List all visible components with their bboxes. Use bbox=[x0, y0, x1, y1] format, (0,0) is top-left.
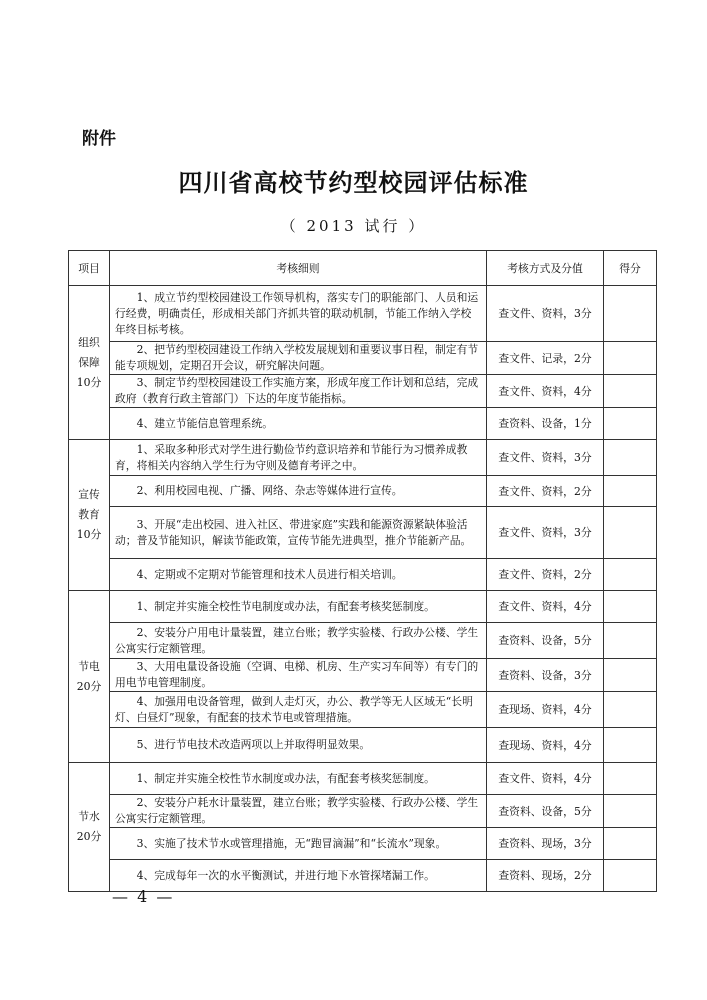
score-cell[interactable] bbox=[604, 860, 657, 892]
category-cell bbox=[69, 286, 110, 440]
category-cell bbox=[69, 763, 110, 892]
category-name-part: 20分 bbox=[76, 830, 102, 843]
category-name-part: 教育 bbox=[78, 508, 100, 521]
table-row bbox=[69, 408, 657, 440]
detail-cell: 3、实施了技术节水或管理措施，无“跑冒滴漏”和“长流水”现象。 bbox=[110, 828, 487, 860]
detail-cell: 1、采取多种形式对学生进行勤俭节约意识培养和节能行为习惯养成教育，将相关内容纳入学生行为守则及德育考评之中。 bbox=[110, 440, 487, 476]
method-cell: 查文件、记录，2分 bbox=[487, 342, 604, 375]
attachment-label: 附件 bbox=[82, 129, 116, 149]
table-row bbox=[69, 342, 657, 375]
score-cell[interactable] bbox=[604, 286, 657, 342]
detail-cell: 3、制定节约型校园建设工作实施方案，形成年度工作计划和总结，完成政府（教育行政主管部门）下达的年度节能指标。 bbox=[110, 375, 487, 408]
table-row bbox=[69, 795, 657, 828]
method-cell: 查资料、设备，1分 bbox=[487, 408, 604, 440]
detail-cell: 4、加强用电设备管理，做到人走灯灭，办公、教学等无人区域无“长明灯、白昼灯”现象，有配套的技术节电或管理措施。 bbox=[110, 692, 487, 728]
detail-cell: 2、利用校园电视、广播、网络、杂志等媒体进行宣传。 bbox=[110, 476, 487, 507]
method-cell: 查文件、资料，2分 bbox=[487, 476, 604, 507]
header-category: 项目 bbox=[69, 251, 110, 286]
header-method: 考核方式及分值 bbox=[487, 251, 604, 286]
table-row bbox=[69, 692, 657, 728]
category-name-part: 组织 bbox=[78, 335, 100, 349]
category-name-part: 10分 bbox=[76, 375, 102, 389]
detail-cell: 4、定期或不定期对节能管理和技术人员进行相关培训。 bbox=[110, 559, 487, 591]
detail-cell: 4、完成每年一次的水平衡测试，并进行地下水管探堵漏工作。 bbox=[110, 860, 487, 892]
method-cell: 查文件、资料，4分 bbox=[487, 375, 604, 408]
category-cell bbox=[69, 591, 110, 763]
score-cell[interactable] bbox=[604, 659, 657, 692]
category-cell bbox=[69, 440, 110, 591]
table-row bbox=[69, 375, 657, 408]
table-row bbox=[69, 476, 657, 507]
method-cell: 查现场、资料，4分 bbox=[487, 728, 604, 763]
table-header-row bbox=[69, 251, 657, 286]
category-name-part: 10分 bbox=[76, 528, 102, 541]
score-cell[interactable] bbox=[604, 408, 657, 440]
table-row bbox=[69, 286, 657, 342]
category-name-part: 宣传 bbox=[78, 488, 100, 501]
table-row bbox=[69, 828, 657, 860]
detail-cell: 4、建立节能信息管理系统。 bbox=[110, 408, 487, 440]
score-cell[interactable] bbox=[604, 591, 657, 623]
category-name-part: 节水 bbox=[78, 810, 100, 823]
method-cell: 查文件、资料，2分 bbox=[487, 559, 604, 591]
score-cell[interactable] bbox=[604, 692, 657, 728]
detail-cell: 1、制定并实施全校性节水制度或办法，有配套考核奖惩制度。 bbox=[110, 763, 487, 795]
method-cell: 查文件、资料，3分 bbox=[487, 507, 604, 559]
detail-cell: 2、把节约型校园建设工作纳入学校发展规划和重要议事日程，制定有节能专项规划，定期召开会议，研究解决问题。 bbox=[110, 342, 487, 375]
header-detail: 考核细则 bbox=[110, 251, 487, 286]
table-row bbox=[69, 728, 657, 763]
score-cell[interactable] bbox=[604, 623, 657, 659]
table-row bbox=[69, 623, 657, 659]
document-title: 四川省高校节约型校园评估标准 bbox=[178, 168, 529, 197]
detail-cell: 3、大用电量设备设施（空调、电梯、机房、生产实习车间等）有专门的用电节电管理制度。 bbox=[110, 659, 487, 692]
category-name-part: 20分 bbox=[76, 679, 102, 693]
detail-cell: 2、安装分户耗水计量装置，建立台账；教学实验楼、行政办公楼、学生公寓实行定额管理。 bbox=[110, 795, 487, 828]
category-name-part: 保障 bbox=[78, 355, 100, 369]
score-cell[interactable] bbox=[604, 440, 657, 476]
score-cell[interactable] bbox=[604, 763, 657, 795]
method-cell: 查现场、资料，4分 bbox=[487, 692, 604, 728]
document-subtitle: （ 2013 试行 ） bbox=[280, 217, 427, 235]
score-cell[interactable] bbox=[604, 375, 657, 408]
table-row bbox=[69, 507, 657, 559]
table-row bbox=[69, 659, 657, 692]
evaluation-standard-table bbox=[68, 250, 657, 892]
method-cell: 查资料、现场，2分 bbox=[487, 860, 604, 892]
table-row bbox=[69, 440, 657, 476]
score-cell[interactable] bbox=[604, 476, 657, 507]
detail-cell: 1、成立节约型校园建设工作领导机构，落实专门的职能部门、人员和运行经费，明确责任，形成相关部门齐抓共管的联动机制，节能工作纳入学校年终目标考核。 bbox=[110, 286, 487, 342]
detail-cell: 2、安装分户用电计量装置，建立台账；教学实验楼、行政办公楼、学生公寓实行定额管理。 bbox=[110, 623, 487, 659]
method-cell: 查资料、现场，3分 bbox=[487, 828, 604, 860]
header-score: 得分 bbox=[604, 251, 657, 286]
detail-cell: 3、开展“走出校园、进入社区、带进家庭”实践和能源资源紧缺体验活动；普及节能知识，解读节能政策，宣传节能先进典型，推介节能新产品。 bbox=[110, 507, 487, 559]
score-cell[interactable] bbox=[604, 507, 657, 559]
method-cell: 查文件、资料，3分 bbox=[487, 440, 604, 476]
score-cell[interactable] bbox=[604, 728, 657, 763]
score-cell[interactable] bbox=[604, 828, 657, 860]
method-cell: 查资料、设备，3分 bbox=[487, 659, 604, 692]
score-cell[interactable] bbox=[604, 795, 657, 828]
table-row bbox=[69, 763, 657, 795]
method-cell: 查资料、设备，5分 bbox=[487, 623, 604, 659]
method-cell: 查文件、资料，3分 bbox=[487, 286, 604, 342]
table-row bbox=[69, 559, 657, 591]
method-cell: 查文件、资料，4分 bbox=[487, 763, 604, 795]
score-cell[interactable] bbox=[604, 559, 657, 591]
method-cell: 查资料、设备，5分 bbox=[487, 795, 604, 828]
detail-cell: 1、制定并实施全校性节电制度或办法，有配套考核奖惩制度。 bbox=[110, 591, 487, 623]
table-row bbox=[69, 591, 657, 623]
method-cell: 查文件、资料，4分 bbox=[487, 591, 604, 623]
detail-cell: 5、进行节电技术改造两项以上并取得明显效果。 bbox=[110, 728, 487, 763]
category-name-part: 节电 bbox=[78, 659, 100, 673]
page-number: — 4 — bbox=[112, 887, 175, 906]
score-cell[interactable] bbox=[604, 342, 657, 375]
